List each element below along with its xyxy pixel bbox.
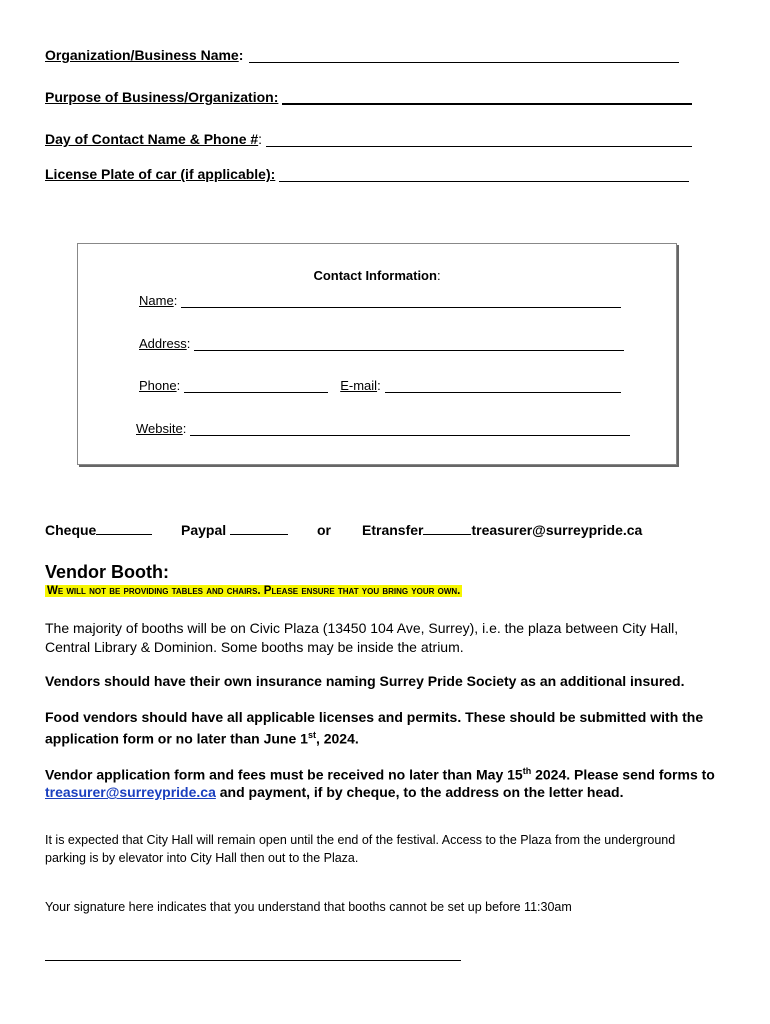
box-email-label: E-mail [340,378,378,393]
box-address-label: Address [139,336,187,351]
box-name-field: Name : [139,293,621,308]
city-hall-text: It is expected that City Hall will remain open until the end of the festival. Access to the Plaza from the underground parking is by elevator into City Hall then out to the Plaza. [45,833,676,865]
vendor-location-text: The majority of booths will be on Civic Plaza (13450 104 Ave, Surrey), i.e. the plaza between City Hall, Central Library & Dominion. Some booths may be inside the atrium. [45,620,679,655]
box-name-label: Name [139,293,174,308]
box-name-input-line[interactable] [181,295,621,308]
contact-input-line[interactable] [266,134,692,147]
box-email-input-line[interactable] [385,380,621,393]
plate-label: License Plate of car (if applicable): [45,166,276,182]
purpose-input-line[interactable] [282,91,692,105]
org-name-label: Organization/Business Name [45,47,239,63]
plate-field [45,166,689,182]
org-name-input-line[interactable] [249,50,679,63]
plate-input-line[interactable] [279,169,689,182]
vendor-booth-heading: Vendor Booth: [45,562,169,582]
payment-etransfer: Etransfer treasurer@surreypride.ca [362,522,643,538]
contact-info-box [77,243,677,465]
vendor-deadline-text: Vendor application form and fees must be received no later than May 15th 2024. Please send forms to treasurer@surreypride.ca and payment, if by cheque, to the address on the letter head. [45,766,715,801]
box-address-input-line[interactable] [194,338,624,351]
payment-email: treasurer@surreypride.ca [471,522,643,538]
box-website-field: Website : [136,421,630,436]
purpose-label: Purpose of Business/Organization: [45,89,279,105]
vendor-warning: We will not be providing tables and chairs. Please ensure that you bring your own. [47,585,461,597]
contact-field: Day of Contact Name & Phone # : [45,131,692,147]
payment-or: or [317,522,331,538]
payment-cheque: Cheque [45,522,152,538]
org-name-field: Organization/Business Name : [45,47,679,63]
contact-label: Day of Contact Name & Phone # [45,131,259,147]
box-address-field: Address : [139,336,624,351]
signature-line[interactable] [45,948,461,961]
vendor-food-text: Food vendors should have all applicable licenses and permits. These should be submitted with the application form or no later than June 1st, 2024. [45,709,704,747]
box-phone-field: Phone : E-mail : [139,378,621,393]
box-website-input-line[interactable] [190,423,630,436]
box-phone-input-line[interactable] [184,380,328,393]
treasurer-email-link[interactable]: treasurer@surreypride.ca [45,784,216,801]
contact-info-title: Contact Information: [313,268,441,283]
box-website-label: Website [136,421,183,436]
purpose-field [45,89,692,105]
box-phone-label: Phone [139,378,177,393]
payment-paypal: Paypal [181,522,288,538]
signature-note: Your signature here indicates that you understand that booths cannot be set up before 11:30am [45,900,572,914]
vendor-insurance-text: Vendors should have their own insurance naming Surrey Pride Society as an additional insured. [45,673,685,689]
